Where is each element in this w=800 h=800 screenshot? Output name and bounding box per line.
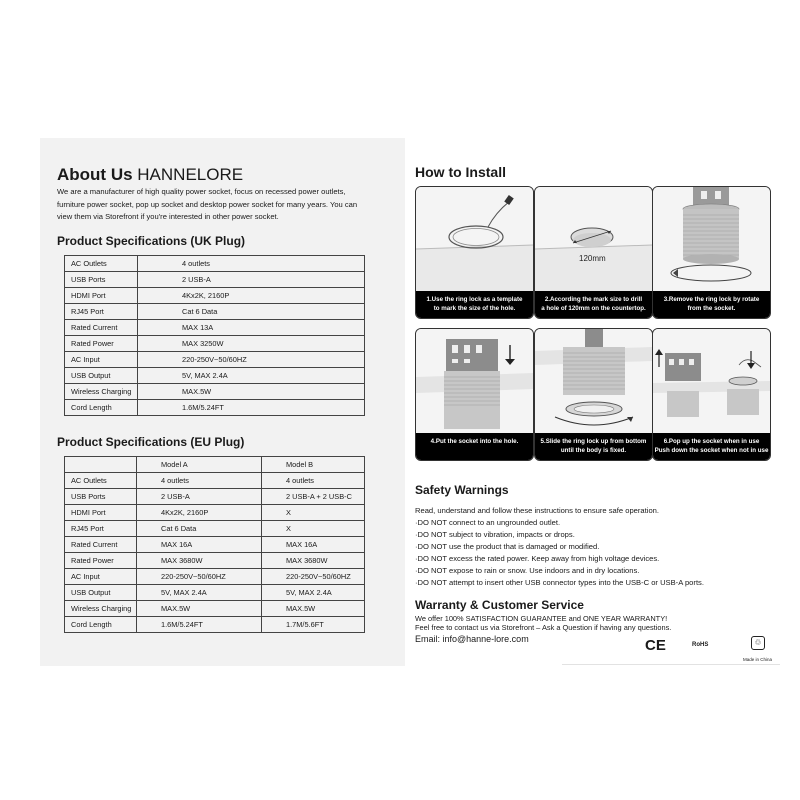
table-row <box>65 400 365 416</box>
brand-name: HANNELORE <box>137 165 244 184</box>
eu-spec-title: Product Specifications (EU Plug) <box>57 435 245 449</box>
table-row <box>65 617 365 633</box>
table-row <box>65 272 365 288</box>
spec-label-cell: Cord Length <box>65 617 137 633</box>
install-step-5 <box>534 328 653 461</box>
about-paragraph <box>57 186 397 224</box>
eu-spec-table <box>64 456 365 633</box>
spec-value-cell: 2 USB-A + 2 USB-C <box>262 489 365 505</box>
step-caption: 3.Remove the ring lock by rotate from the socket. <box>653 291 770 318</box>
uk-spec-table <box>64 255 365 416</box>
table-header-cell <box>65 457 137 473</box>
safety-intro: Read, understand and follow these instructions to ensure safe operation. <box>415 506 659 515</box>
table-row <box>65 336 365 352</box>
table-row <box>65 521 365 537</box>
install-step-1 <box>415 186 534 319</box>
popup-socket-illustration <box>653 329 770 433</box>
warranty-line: Feel free to contact us via Storefront – Ask a Question if having any questions. <box>415 623 672 632</box>
about-line: view them via Storefront if you're interested in other power socket. <box>57 212 279 221</box>
spec-label-cell: USB Ports <box>65 489 137 505</box>
about-title-text: About Us <box>57 165 133 184</box>
safety-item: ·DO NOT use the product that is damaged or modified. <box>415 542 600 551</box>
contact-email: Email: info@hanne-lore.com <box>415 634 529 644</box>
about-line: furniture power socket, pop up socket and desktop power socket for many years. You can <box>57 199 358 209</box>
spec-value-cell: MAX.5W <box>137 601 262 617</box>
table-header-row <box>65 457 365 473</box>
spec-value-cell: 2 USB-A <box>137 489 262 505</box>
table-row <box>65 489 365 505</box>
divider <box>562 664 780 665</box>
install-step-2 <box>534 186 653 319</box>
spec-value-cell: 220-250V~50/60HZ <box>138 352 365 368</box>
step-caption: 2.According the mark size to drill a hole of 120mm on the countertop. <box>535 291 652 318</box>
spec-value-cell: MAX 3250W <box>138 336 365 352</box>
spec-value-cell: X <box>262 505 365 521</box>
spec-value-cell: MAX 3680W <box>262 553 365 569</box>
ce-mark-icon: CE <box>645 637 666 654</box>
spec-value-cell: 5V, MAX 2.4A <box>138 368 365 384</box>
drill-hole-illustration <box>535 187 652 291</box>
table-row <box>65 368 365 384</box>
table-row <box>65 569 365 585</box>
spec-label-cell: HDMI Port <box>65 505 137 521</box>
table-row <box>65 384 365 400</box>
right-page <box>405 148 780 668</box>
uk-spec-title: Product Specifications (UK Plug) <box>57 234 246 248</box>
table-row <box>65 320 365 336</box>
remove-ring-illustration <box>653 187 770 291</box>
step-caption: 1.Use the ring lock as a template to mark the size of the hole. <box>416 291 533 318</box>
table-row <box>65 505 365 521</box>
recycle-icon: ♲ <box>751 636 765 650</box>
step-caption: 6.Pop up the socket when in use Push down the socket when not in use <box>653 433 770 460</box>
table-header-cell: Model B <box>262 457 365 473</box>
cert-marks <box>643 636 773 664</box>
spec-label-cell: Rated Current <box>65 320 138 336</box>
spec-value-cell: MAX.5W <box>262 601 365 617</box>
spec-label-cell: Rated Power <box>65 553 137 569</box>
spec-value-cell: 4Kx2K, 2160P <box>137 505 262 521</box>
table-row <box>65 473 365 489</box>
spec-label-cell: AC Outlets <box>65 473 137 489</box>
install-step-3 <box>652 186 771 319</box>
table-row <box>65 537 365 553</box>
spec-label-cell: AC Input <box>65 569 137 585</box>
safety-item: ·DO NOT subject to vibration, impacts or drops. <box>415 530 575 539</box>
safety-item: ·DO NOT excess the rated power. Keep away from high voltage devices. <box>415 554 660 563</box>
spec-label-cell: Wireless Charging <box>65 601 137 617</box>
spec-value-cell: X <box>262 521 365 537</box>
ring-lock-template-illustration <box>416 187 533 291</box>
measure-label: 120mm <box>579 254 606 263</box>
safety-item: ·DO NOT connect to an ungrounded outlet. <box>415 518 561 527</box>
spec-label-cell: AC Input <box>65 352 138 368</box>
install-step-6 <box>652 328 771 461</box>
spec-value-cell: 4 outlets <box>262 473 365 489</box>
spec-label-cell: Wireless Charging <box>65 384 138 400</box>
table-row <box>65 585 365 601</box>
warranty-title: Warranty & Customer Service <box>415 598 584 612</box>
spec-label-cell: USB Output <box>65 585 137 601</box>
spec-value-cell: 1.6M/5.24FT <box>138 400 365 416</box>
spec-label-cell: USB Ports <box>65 272 138 288</box>
table-row <box>65 256 365 272</box>
safety-item: ·DO NOT expose to rain or snow. Use indoors and in dry locations. <box>415 566 640 575</box>
about-title <box>57 165 243 185</box>
insert-socket-illustration <box>416 329 533 433</box>
spec-label-cell: AC Outlets <box>65 256 138 272</box>
spec-value-cell: 4Kx2K, 2160P <box>138 288 365 304</box>
safety-title: Safety Warnings <box>415 483 509 497</box>
spec-label-cell: RJ45 Port <box>65 304 138 320</box>
spec-value-cell: 4 outlets <box>138 256 365 272</box>
made-in-label: Made in China <box>743 657 773 662</box>
safety-item: ·DO NOT attempt to insert other USB connector types into the USB-C or USB-A ports. <box>415 578 704 587</box>
spec-value-cell: MAX 3680W <box>137 553 262 569</box>
table-row <box>65 304 365 320</box>
rohs-mark-icon: RoHS <box>692 642 709 648</box>
spec-value-cell: MAX 16A <box>137 537 262 553</box>
table-header-cell: Model A <box>137 457 262 473</box>
spec-value-cell: 220-250V~50/60HZ <box>137 569 262 585</box>
spec-label-cell: HDMI Port <box>65 288 138 304</box>
warranty-text <box>415 614 775 632</box>
spec-label-cell: Cord Length <box>65 400 138 416</box>
spec-value-cell: Cat 6 Data <box>138 304 365 320</box>
spec-label-cell: USB Output <box>65 368 138 384</box>
about-line: We are a manufacturer of high quality power socket, focus on recessed power outlets, <box>57 187 346 196</box>
spec-value-cell: 220-250V~50/60HZ <box>262 569 365 585</box>
table-row <box>65 553 365 569</box>
install-step-4 <box>415 328 534 461</box>
spec-value-cell: 1.7M/5.6FT <box>262 617 365 633</box>
spec-value-cell: 1.6M/5.24FT <box>137 617 262 633</box>
left-page <box>40 138 405 666</box>
table-row <box>65 288 365 304</box>
warranty-line: We offer 100% SATISFACTION GUARANTEE and ONE YEAR WARRANTY! <box>415 614 668 623</box>
spec-value-cell: MAX 13A <box>138 320 365 336</box>
spec-value-cell: MAX 16A <box>262 537 365 553</box>
table-row <box>65 352 365 368</box>
safety-list <box>415 505 775 589</box>
step-caption: 5.Slide the ring lock up from bottom until the body is fixed. <box>535 433 652 460</box>
spec-value-cell: 5V, MAX 2.4A <box>137 585 262 601</box>
spec-label-cell: Rated Current <box>65 537 137 553</box>
install-title: How to Install <box>415 164 506 180</box>
step-caption: 4.Put the socket into the hole. <box>416 433 533 460</box>
slide-ring-illustration <box>535 329 652 433</box>
table-row <box>65 601 365 617</box>
spec-value-cell: 4 outlets <box>137 473 262 489</box>
spec-value-cell: MAX.5W <box>138 384 365 400</box>
spec-value-cell: 5V, MAX 2.4A <box>262 585 365 601</box>
spec-label-cell: RJ45 Port <box>65 521 137 537</box>
spec-label-cell: Rated Power <box>65 336 138 352</box>
spec-value-cell: Cat 6 Data <box>137 521 262 537</box>
spec-value-cell: 2 USB-A <box>138 272 365 288</box>
